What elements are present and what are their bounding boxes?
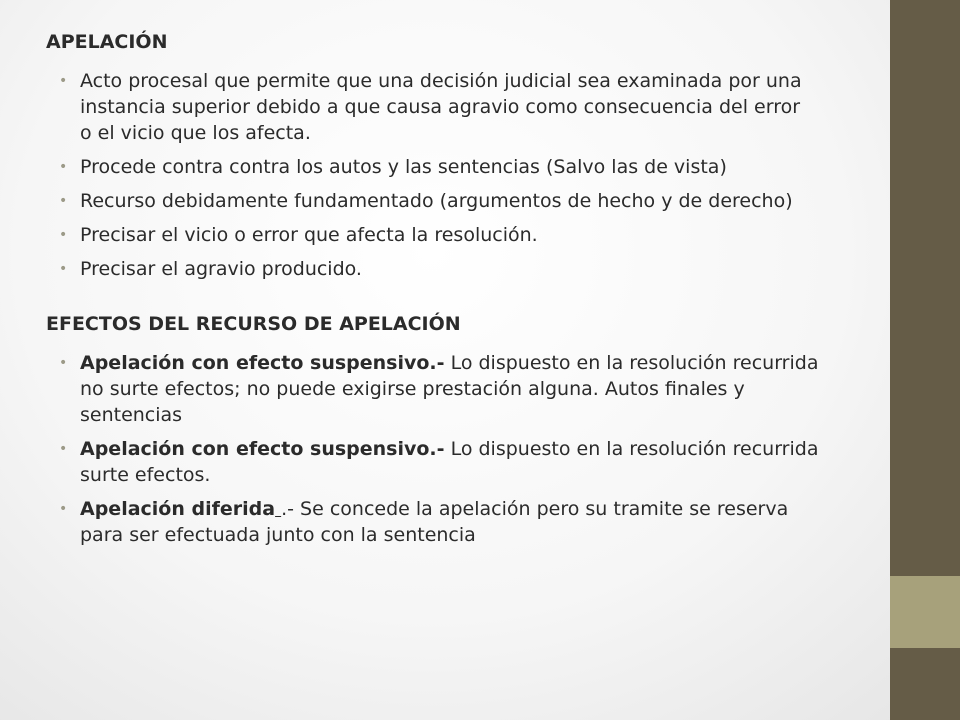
item-line: Lo dispuesto en la resolución recurrida (444, 352, 819, 374)
bullet-icon: • (59, 227, 68, 243)
section-title-efectos: EFECTOS DEL RECURSO DE APELACIÓN (46, 313, 461, 335)
efectos-bullet-list (46, 350, 896, 548)
item-line: .- Se concede la apelación pero su tramite se reserva (281, 498, 789, 520)
apelacion-bullet-list (46, 68, 896, 282)
bullet-icon: • (59, 441, 68, 457)
item-line: Acto procesal que permite que una decisión judicial sea examinada por una (80, 70, 802, 92)
item-line: instancia superior debido a que causa agravio como consecuencia del error (80, 96, 801, 118)
item-text: Precisar el vicio o error que afecta la resolución. (80, 224, 538, 246)
bullet-icon: • (59, 261, 68, 277)
item-line: Lo dispuesto en la resolución recurrida (444, 438, 819, 460)
item-text: Procede contra contra los autos y las sentencias (Salvo las de vista) (80, 156, 727, 178)
list-item (46, 496, 896, 548)
item-line: no surte efectos; no puede exigirse prestación alguna. Autos finales y (80, 378, 745, 400)
list-item (46, 256, 896, 282)
list-item (46, 154, 896, 180)
item-bold-term: Apelación diferida (80, 498, 276, 520)
list-item (46, 222, 896, 248)
bullet-icon: • (59, 193, 68, 209)
item-text: Recurso debidamente fundamentado (argumentos de hecho y de derecho) (80, 190, 793, 212)
section-title-apelacion: APELACIÓN (46, 31, 168, 53)
item-bold-term: Apelación con efecto suspensivo.- (80, 352, 445, 374)
item-line: sentencias (80, 404, 183, 426)
list-item (46, 436, 896, 488)
bullet-icon: • (59, 355, 68, 371)
slide-content (46, 30, 896, 556)
bullet-icon: • (59, 501, 68, 517)
list-item (46, 188, 896, 214)
item-text: Precisar el agravio producido. (80, 258, 362, 280)
list-item (46, 68, 896, 146)
item-bold-term: Apelación con efecto suspensivo.- (80, 438, 445, 460)
item-line: surte efectos. (80, 464, 211, 486)
item-line: o el vicio que los afecta. (80, 122, 311, 144)
right-bar-accent-block (890, 576, 960, 648)
item-line: para ser efectuada junto con la sentencia (80, 524, 476, 546)
bullet-icon: • (59, 159, 68, 175)
bullet-icon: • (59, 73, 68, 89)
list-item (46, 350, 896, 428)
